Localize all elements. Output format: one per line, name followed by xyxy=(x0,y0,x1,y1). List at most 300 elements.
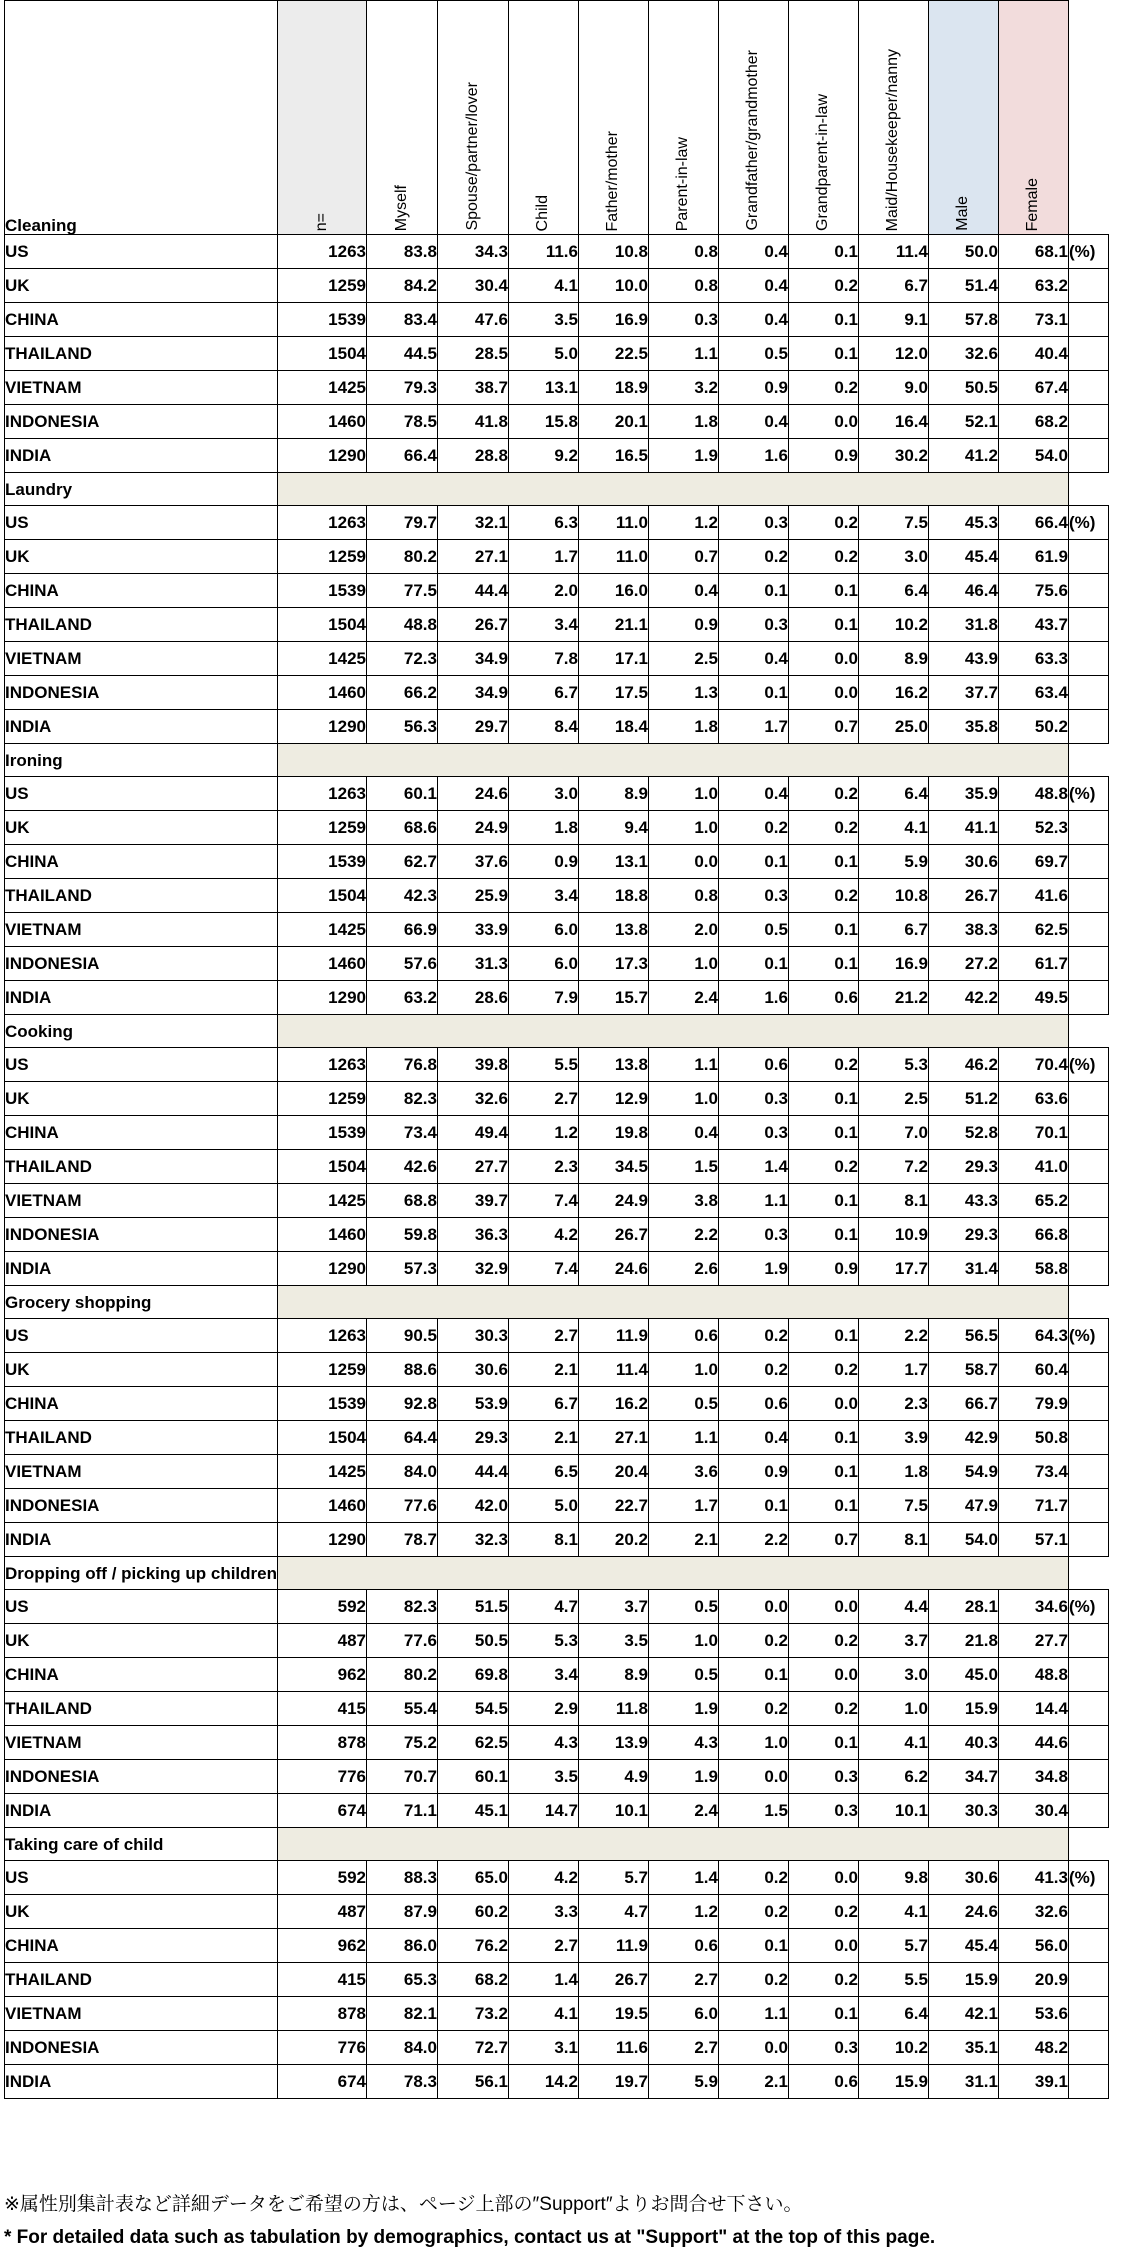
percent-cell: 4.7 xyxy=(578,1895,648,1929)
table-row xyxy=(5,235,1109,269)
percent-cell: 0.4 xyxy=(718,235,788,269)
percent-cell: 2.9 xyxy=(508,1692,578,1726)
percent-cell: 16.9 xyxy=(578,303,648,337)
unit-label: (%) xyxy=(1068,777,1108,811)
country-label: CHINA xyxy=(5,1387,278,1421)
sample-size-cell: 1425 xyxy=(277,913,366,947)
percent-cell: 90.5 xyxy=(366,1319,437,1353)
column-header-n: n= xyxy=(277,1,366,235)
percent-cell: 2.6 xyxy=(648,1252,718,1286)
percent-cell: 1.4 xyxy=(648,1861,718,1895)
percent-cell: 16.2 xyxy=(578,1387,648,1421)
percent-cell: 43.9 xyxy=(928,642,998,676)
percent-cell: 8.4 xyxy=(508,710,578,744)
percent-cell: 2.4 xyxy=(648,981,718,1015)
percent-cell: 0.6 xyxy=(648,1319,718,1353)
sample-size-cell: 1539 xyxy=(277,1116,366,1150)
percent-cell: 3.6 xyxy=(648,1455,718,1489)
percent-cell: 5.9 xyxy=(858,845,928,879)
percent-cell: 5.7 xyxy=(578,1861,648,1895)
percent-cell: 0.2 xyxy=(788,879,858,913)
percent-cell: 0.0 xyxy=(788,405,858,439)
table-body xyxy=(5,235,1109,2099)
percent-cell: 64.3 xyxy=(998,1319,1068,1353)
percent-cell: 88.6 xyxy=(366,1353,437,1387)
percent-cell: 60.1 xyxy=(437,1760,508,1794)
percent-cell: 5.5 xyxy=(508,1048,578,1082)
percent-cell: 73.1 xyxy=(998,303,1068,337)
percent-cell: 2.1 xyxy=(508,1353,578,1387)
percent-cell: 22.7 xyxy=(578,1489,648,1523)
percent-cell: 1.9 xyxy=(718,1252,788,1286)
unit-label xyxy=(1068,1658,1108,1692)
percent-cell: 44.4 xyxy=(437,574,508,608)
percent-cell: 78.7 xyxy=(366,1523,437,1557)
sample-size-cell: 1539 xyxy=(277,1387,366,1421)
percent-cell: 3.9 xyxy=(858,1421,928,1455)
percent-cell: 0.2 xyxy=(788,540,858,574)
percent-cell: 2.2 xyxy=(718,1523,788,1557)
unit-label xyxy=(1068,1455,1108,1489)
percent-cell: 0.1 xyxy=(718,1658,788,1692)
percent-cell: 9.1 xyxy=(858,303,928,337)
country-label: US xyxy=(5,777,278,811)
percent-cell: 10.8 xyxy=(858,879,928,913)
percent-cell: 42.6 xyxy=(366,1150,437,1184)
country-label: INDONESIA xyxy=(5,1218,278,1252)
table-row xyxy=(5,1658,1109,1692)
percent-cell: 0.0 xyxy=(788,1658,858,1692)
percent-cell: 1.7 xyxy=(858,1353,928,1387)
percent-cell: 9.8 xyxy=(858,1861,928,1895)
percent-cell: 44.5 xyxy=(366,337,437,371)
unit-label xyxy=(1068,642,1108,676)
country-label: INDIA xyxy=(5,1794,278,1828)
percent-cell: 2.7 xyxy=(508,1319,578,1353)
percent-cell: 0.3 xyxy=(718,1116,788,1150)
percent-cell: 17.5 xyxy=(578,676,648,710)
percent-cell: 21.1 xyxy=(578,608,648,642)
percent-cell: 7.0 xyxy=(858,1116,928,1150)
percent-cell: 1.0 xyxy=(648,811,718,845)
percent-cell: 72.3 xyxy=(366,642,437,676)
percent-cell: 6.7 xyxy=(508,1387,578,1421)
percent-cell: 63.3 xyxy=(998,642,1068,676)
percent-cell: 41.1 xyxy=(928,811,998,845)
footnote-japanese: ※属性別集計表など詳細データをご希望の方は、ページ上部の″Support″よりお問合せ下さい。 xyxy=(4,2194,803,2215)
percent-cell: 7.5 xyxy=(858,506,928,540)
percent-cell: 0.2 xyxy=(718,1353,788,1387)
percent-cell: 20.1 xyxy=(578,405,648,439)
percent-cell: 1.7 xyxy=(648,1489,718,1523)
sample-size-cell: 1263 xyxy=(277,777,366,811)
percent-cell: 3.7 xyxy=(578,1590,648,1624)
column-header-female: Female xyxy=(998,1,1068,235)
percent-cell: 0.1 xyxy=(788,1116,858,1150)
unit-label xyxy=(1068,574,1108,608)
percent-cell: 22.5 xyxy=(578,337,648,371)
percent-cell: 18.9 xyxy=(578,371,648,405)
table-row xyxy=(5,269,1109,303)
percent-cell: 35.1 xyxy=(928,2031,998,2065)
unit-label xyxy=(1068,981,1108,1015)
percent-cell: 26.7 xyxy=(578,1218,648,1252)
sample-size-cell: 1263 xyxy=(277,506,366,540)
table-row xyxy=(5,811,1109,845)
percent-cell: 0.1 xyxy=(718,1929,788,1963)
percent-cell: 8.9 xyxy=(578,777,648,811)
percent-cell: 8.1 xyxy=(508,1523,578,1557)
percent-cell: 1.1 xyxy=(718,1184,788,1218)
percent-cell: 48.8 xyxy=(998,1658,1068,1692)
percent-cell: 0.2 xyxy=(718,1963,788,1997)
percent-cell: 3.5 xyxy=(508,303,578,337)
percent-cell: 27.1 xyxy=(437,540,508,574)
percent-cell: 79.9 xyxy=(998,1387,1068,1421)
percent-cell: 4.7 xyxy=(508,1590,578,1624)
percent-cell: 0.9 xyxy=(718,1455,788,1489)
percent-cell: 1.4 xyxy=(718,1150,788,1184)
percent-cell: 14.4 xyxy=(998,1692,1068,1726)
sample-size-cell: 1425 xyxy=(277,371,366,405)
column-header-male: Male xyxy=(928,1,998,235)
country-label: INDONESIA xyxy=(5,1489,278,1523)
country-label: VIETNAM xyxy=(5,913,278,947)
column-header-child: Child xyxy=(508,1,578,235)
table-row xyxy=(5,1116,1109,1150)
percent-cell: 11.6 xyxy=(508,235,578,269)
percent-cell: 0.9 xyxy=(508,845,578,879)
percent-cell: 0.1 xyxy=(788,947,858,981)
sample-size-cell: 487 xyxy=(277,1624,366,1658)
percent-cell: 8.1 xyxy=(858,1523,928,1557)
section-header-row xyxy=(5,744,1109,777)
percent-cell: 0.4 xyxy=(718,405,788,439)
percent-cell: 17.7 xyxy=(858,1252,928,1286)
section-title: Ironing xyxy=(5,744,278,777)
percent-cell: 4.1 xyxy=(858,1726,928,1760)
percent-cell: 31.4 xyxy=(928,1252,998,1286)
column-header-spouse: Spouse/partner/lover xyxy=(437,1,508,235)
percent-cell: 75.6 xyxy=(998,574,1068,608)
percent-cell: 40.3 xyxy=(928,1726,998,1760)
percent-cell: 63.2 xyxy=(998,269,1068,303)
sample-size-cell: 1504 xyxy=(277,1421,366,1455)
table-row xyxy=(5,2065,1109,2099)
column-header-parent-in-law: Parent-in-law xyxy=(648,1,718,235)
percent-cell: 0.2 xyxy=(788,506,858,540)
country-label: US xyxy=(5,506,278,540)
sample-size-cell: 1425 xyxy=(277,642,366,676)
percent-cell: 0.2 xyxy=(718,811,788,845)
country-label: THAILAND xyxy=(5,1963,278,1997)
percent-cell: 2.1 xyxy=(718,2065,788,2099)
percent-cell: 30.3 xyxy=(437,1319,508,1353)
percent-cell: 6.5 xyxy=(508,1455,578,1489)
percent-cell: 2.7 xyxy=(508,1929,578,1963)
percent-cell: 6.4 xyxy=(858,777,928,811)
household-chores-table xyxy=(4,0,1109,2099)
percent-cell: 16.0 xyxy=(578,574,648,608)
percent-cell: 1.0 xyxy=(648,947,718,981)
percent-cell: 68.6 xyxy=(366,811,437,845)
percent-cell: 7.4 xyxy=(508,1184,578,1218)
percent-cell: 12.0 xyxy=(858,337,928,371)
percent-cell: 0.7 xyxy=(788,710,858,744)
percent-cell: 10.0 xyxy=(578,269,648,303)
percent-cell: 51.5 xyxy=(437,1590,508,1624)
percent-cell: 0.2 xyxy=(788,1624,858,1658)
table-row xyxy=(5,1997,1109,2031)
sample-size-cell: 1504 xyxy=(277,879,366,913)
percent-cell: 1.2 xyxy=(508,1116,578,1150)
percent-cell: 29.3 xyxy=(928,1150,998,1184)
percent-cell: 35.8 xyxy=(928,710,998,744)
percent-cell: 54.9 xyxy=(928,1455,998,1489)
percent-cell: 42.1 xyxy=(928,1997,998,2031)
percent-cell: 14.2 xyxy=(508,2065,578,2099)
table-row xyxy=(5,540,1109,574)
unit-label xyxy=(1068,1692,1108,1726)
percent-cell: 66.4 xyxy=(998,506,1068,540)
percent-cell: 92.8 xyxy=(366,1387,437,1421)
sample-size-cell: 1263 xyxy=(277,1048,366,1082)
country-label: INDIA xyxy=(5,710,278,744)
percent-cell: 73.4 xyxy=(998,1455,1068,1489)
percent-cell: 1.0 xyxy=(858,1692,928,1726)
country-label: THAILAND xyxy=(5,1150,278,1184)
sample-size-cell: 1539 xyxy=(277,574,366,608)
sample-size-cell: 487 xyxy=(277,1895,366,1929)
percent-cell: 47.6 xyxy=(437,303,508,337)
percent-cell: 1.0 xyxy=(648,777,718,811)
percent-cell: 4.2 xyxy=(508,1218,578,1252)
percent-cell: 63.4 xyxy=(998,676,1068,710)
percent-cell: 75.2 xyxy=(366,1726,437,1760)
country-label: UK xyxy=(5,540,278,574)
percent-cell: 1.5 xyxy=(648,1150,718,1184)
percent-cell: 34.3 xyxy=(437,235,508,269)
country-label: VIETNAM xyxy=(5,1455,278,1489)
unit-spacer xyxy=(1068,1286,1108,1319)
percent-cell: 6.7 xyxy=(858,913,928,947)
percent-cell: 71.1 xyxy=(366,1794,437,1828)
percent-cell: 20.2 xyxy=(578,1523,648,1557)
percent-cell: 15.9 xyxy=(858,2065,928,2099)
sample-size-cell: 1259 xyxy=(277,1353,366,1387)
percent-cell: 70.7 xyxy=(366,1760,437,1794)
percent-cell: 73.4 xyxy=(366,1116,437,1150)
percent-cell: 0.3 xyxy=(788,1760,858,1794)
percent-cell: 0.9 xyxy=(788,1252,858,1286)
percent-cell: 0.1 xyxy=(788,608,858,642)
table-row xyxy=(5,1387,1109,1421)
percent-cell: 17.1 xyxy=(578,642,648,676)
percent-cell: 42.9 xyxy=(928,1421,998,1455)
percent-cell: 0.0 xyxy=(718,2031,788,2065)
percent-cell: 0.2 xyxy=(788,1963,858,1997)
unit-label xyxy=(1068,1895,1108,1929)
percent-cell: 46.4 xyxy=(928,574,998,608)
percent-cell: 3.0 xyxy=(858,1658,928,1692)
percent-cell: 3.0 xyxy=(858,540,928,574)
table-row xyxy=(5,1421,1109,1455)
percent-cell: 25.0 xyxy=(858,710,928,744)
percent-cell: 1.4 xyxy=(508,1963,578,1997)
country-label: US xyxy=(5,1590,278,1624)
percent-cell: 42.3 xyxy=(366,879,437,913)
section-band xyxy=(277,1015,1068,1048)
percent-cell: 30.4 xyxy=(998,1794,1068,1828)
percent-cell: 4.2 xyxy=(508,1861,578,1895)
percent-cell: 29.3 xyxy=(437,1421,508,1455)
percent-cell: 50.0 xyxy=(928,235,998,269)
sample-size-cell: 1290 xyxy=(277,981,366,1015)
percent-cell: 8.9 xyxy=(578,1658,648,1692)
percent-cell: 6.4 xyxy=(858,574,928,608)
sample-size-cell: 1259 xyxy=(277,1082,366,1116)
percent-cell: 67.4 xyxy=(998,371,1068,405)
percent-cell: 52.1 xyxy=(928,405,998,439)
percent-cell: 56.1 xyxy=(437,2065,508,2099)
percent-cell: 9.2 xyxy=(508,439,578,473)
percent-cell: 10.2 xyxy=(858,608,928,642)
percent-cell: 0.1 xyxy=(788,1421,858,1455)
percent-cell: 0.4 xyxy=(718,642,788,676)
unit-label xyxy=(1068,1726,1108,1760)
percent-cell: 56.0 xyxy=(998,1929,1068,1963)
country-label: INDIA xyxy=(5,981,278,1015)
percent-cell: 53.6 xyxy=(998,1997,1068,2031)
percent-cell: 9.0 xyxy=(858,371,928,405)
sample-size-cell: 415 xyxy=(277,1692,366,1726)
percent-cell: 46.2 xyxy=(928,1048,998,1082)
percent-cell: 87.9 xyxy=(366,1895,437,1929)
section-title: Cleaning xyxy=(5,1,278,235)
percent-cell: 19.7 xyxy=(578,2065,648,2099)
percent-cell: 48.8 xyxy=(998,777,1068,811)
percent-cell: 50.5 xyxy=(437,1624,508,1658)
table-row xyxy=(5,1048,1109,1082)
percent-cell: 0.1 xyxy=(718,574,788,608)
percent-cell: 4.1 xyxy=(508,1997,578,2031)
section-title: Laundry xyxy=(5,473,278,506)
country-label: UK xyxy=(5,1082,278,1116)
country-label: VIETNAM xyxy=(5,1726,278,1760)
percent-cell: 41.0 xyxy=(998,1150,1068,1184)
percent-cell: 58.8 xyxy=(998,1252,1068,1286)
percent-cell: 0.1 xyxy=(788,303,858,337)
percent-cell: 4.1 xyxy=(858,811,928,845)
percent-cell: 0.6 xyxy=(718,1048,788,1082)
percent-cell: 72.7 xyxy=(437,2031,508,2065)
section-band xyxy=(277,1286,1068,1319)
sample-size-cell: 592 xyxy=(277,1861,366,1895)
table-row xyxy=(5,845,1109,879)
percent-cell: 10.2 xyxy=(858,2031,928,2065)
percent-cell: 1.6 xyxy=(718,981,788,1015)
table-row xyxy=(5,1082,1109,1116)
percent-cell: 61.7 xyxy=(998,947,1068,981)
unit-label xyxy=(1068,303,1108,337)
percent-cell: 77.6 xyxy=(366,1624,437,1658)
percent-cell: 1.0 xyxy=(648,1624,718,1658)
percent-cell: 68.8 xyxy=(366,1184,437,1218)
percent-cell: 0.1 xyxy=(788,845,858,879)
percent-cell: 63.6 xyxy=(998,1082,1068,1116)
percent-cell: 7.9 xyxy=(508,981,578,1015)
percent-cell: 56.5 xyxy=(928,1319,998,1353)
table-row xyxy=(5,574,1109,608)
percent-cell: 21.8 xyxy=(928,1624,998,1658)
percent-cell: 0.6 xyxy=(648,1929,718,1963)
unit-label xyxy=(1068,405,1108,439)
percent-cell: 0.0 xyxy=(718,1590,788,1624)
percent-cell: 0.1 xyxy=(718,1489,788,1523)
table-row xyxy=(5,1861,1109,1895)
unit-label xyxy=(1068,1082,1108,1116)
unit-spacer xyxy=(1068,1557,1108,1590)
percent-cell: 38.7 xyxy=(437,371,508,405)
percent-cell: 0.9 xyxy=(718,371,788,405)
unit-label: (%) xyxy=(1068,1590,1108,1624)
column-header-father-mother: Father/mother xyxy=(578,1,648,235)
percent-cell: 47.9 xyxy=(928,1489,998,1523)
unit-label xyxy=(1068,540,1108,574)
section-header-row xyxy=(5,1015,1109,1048)
percent-cell: 3.8 xyxy=(648,1184,718,1218)
percent-cell: 0.2 xyxy=(718,1692,788,1726)
percent-cell: 0.0 xyxy=(788,642,858,676)
country-label: THAILAND xyxy=(5,1692,278,1726)
country-label: VIETNAM xyxy=(5,1184,278,1218)
table-row xyxy=(5,303,1109,337)
section-header-row xyxy=(5,1828,1109,1861)
section-title: Taking care of child xyxy=(5,1828,278,1861)
percent-cell: 1.8 xyxy=(858,1455,928,1489)
country-label: CHINA xyxy=(5,574,278,608)
unit-label xyxy=(1068,371,1108,405)
percent-cell: 11.8 xyxy=(578,1692,648,1726)
unit-label xyxy=(1068,1353,1108,1387)
percent-cell: 0.2 xyxy=(788,777,858,811)
table-row xyxy=(5,1624,1109,1658)
percent-cell: 5.3 xyxy=(508,1624,578,1658)
percent-cell: 62.5 xyxy=(437,1726,508,1760)
percent-cell: 62.7 xyxy=(366,845,437,879)
percent-cell: 0.2 xyxy=(788,1353,858,1387)
percent-cell: 0.1 xyxy=(788,1489,858,1523)
percent-cell: 41.6 xyxy=(998,879,1068,913)
percent-cell: 32.6 xyxy=(437,1082,508,1116)
percent-cell: 0.3 xyxy=(788,1794,858,1828)
percent-cell: 69.7 xyxy=(998,845,1068,879)
percent-cell: 4.3 xyxy=(508,1726,578,1760)
unit-label xyxy=(1068,1218,1108,1252)
percent-cell: 15.9 xyxy=(928,1963,998,1997)
unit-label xyxy=(1068,1624,1108,1658)
unit-label: (%) xyxy=(1068,1048,1108,1082)
percent-cell: 1.1 xyxy=(718,1997,788,2031)
country-label: CHINA xyxy=(5,303,278,337)
percent-cell: 11.9 xyxy=(578,1929,648,1963)
percent-cell: 0.3 xyxy=(788,2031,858,2065)
percent-cell: 32.6 xyxy=(998,1895,1068,1929)
table-row xyxy=(5,608,1109,642)
percent-cell: 0.3 xyxy=(718,879,788,913)
percent-cell: 0.8 xyxy=(648,879,718,913)
percent-cell: 66.4 xyxy=(366,439,437,473)
